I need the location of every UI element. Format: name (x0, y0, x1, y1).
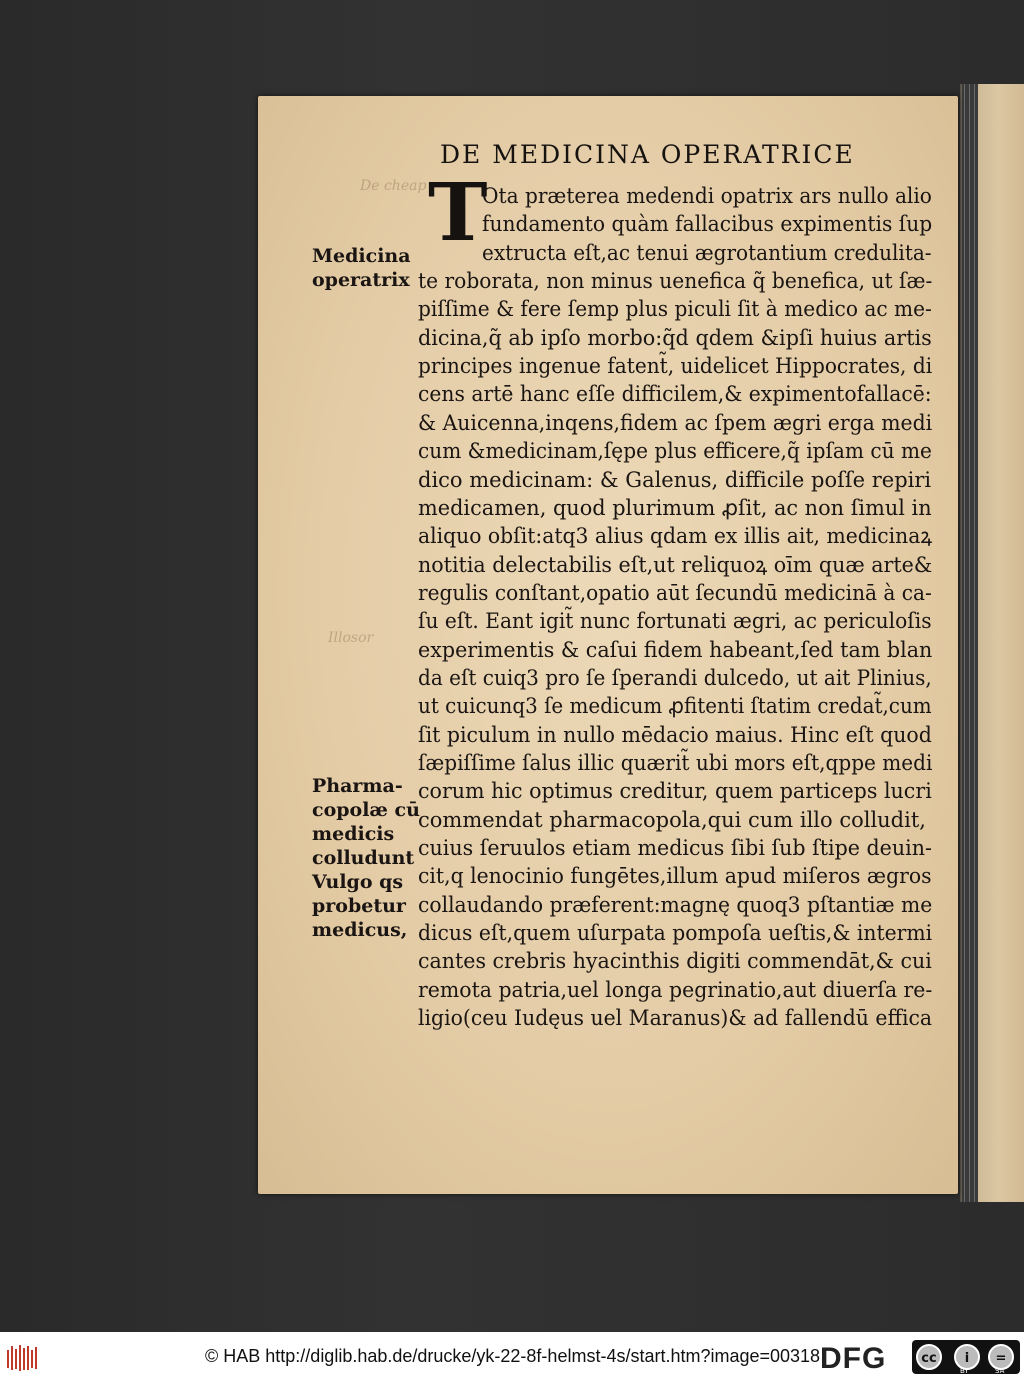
text-line: ſu eſt. Eant igit̃ nunc fortunati ægri, ac periculoſis (418, 609, 932, 634)
cc-license-badge[interactable] (912, 1340, 1020, 1374)
cc-icon: cc (916, 1344, 942, 1370)
text-line: commendat pharmacopola,qui cum illo colludit, (418, 807, 926, 832)
text-line: cuius ſeruulos etiam medicus ſibi ſub ſtipe deuin- (418, 836, 932, 861)
text-line: extructa eſt,ac tenui ægrotantium credulita- (482, 240, 932, 265)
margin-note-line: colludunt (312, 847, 415, 869)
text-line: da eſt cuiq3 pro ſe ſperandi dulcedo, ut ait Plinius, (418, 665, 932, 690)
text-line: remota patria,uel longa pegrinatio,aut diuerſa re- (418, 977, 933, 1002)
text-line: piſſime & fere ſemp plus piculi ſit à medico ac me- (418, 297, 932, 322)
running-header: DE MEDICINA OPERATRICE (440, 140, 855, 169)
text-line: cantes crebris hyacinthis digiti commendāt,& cui (418, 949, 932, 974)
text-line: fundamento quàm fallacibus expimentis ſup (482, 212, 933, 237)
margin-note-line: Vulgo qs (312, 871, 404, 893)
bleed-through-text: Illosor (328, 630, 374, 646)
book-spine (962, 84, 978, 1202)
text-line: cens artē hanc eſſe difficilem,& expimentofallacē: (418, 382, 932, 407)
margin-note-line: probetur (312, 895, 406, 917)
text-line: dico medicinam: & Galenus, difficile poſſe repiri (418, 467, 932, 492)
text-line: notitia delectabilis eſt,ut reliquoꝝ oīm quæ arte& (418, 552, 933, 577)
margin-note-line: Medicina (312, 245, 411, 267)
by-label: BY (960, 1367, 969, 1375)
bleed-through-text: De cheap (360, 178, 427, 194)
copyright-link[interactable]: © HAB http://diglib.hab.de/drucke/yk-22-8f-helmst-4s/start.htm?image=00318 (205, 1346, 821, 1366)
text-line: aliquo obſit:atq3 alius qdam ex illis ait, medicinaꝝ (418, 524, 933, 549)
text-line: experimentis & caſui fidem habeant,ſed tam blan (418, 637, 933, 662)
margin-note-line: copolæ cū (312, 799, 420, 821)
text-line: regulis conſtant,opatio aūt ſecundū medicinā à ca- (418, 580, 932, 605)
text-line: ut cuicunq3 ſe medicum ꝓfitenti ſtatim credat̃,cum (418, 694, 932, 719)
drop-initial: T (428, 165, 488, 259)
text-line: principes ingenue fatent̃, uidelicet Hippocrates, di (418, 354, 933, 379)
text-line: ligio(ceu Iudęus uel Maranus)& ad fallendū effica (418, 1006, 933, 1031)
margin-note-line: medicis (312, 823, 395, 845)
footer-bar (0, 1332, 1024, 1382)
hab-logo-icon (6, 1344, 40, 1372)
text-line: cit,q lenocinio fungētes,illum apud miſeros ægros (418, 864, 932, 889)
text-line: te roborata, non minus uenefica q̃ benefica, ut ſæ- (418, 269, 933, 294)
text-line: Ota prætereа medendi opatrix ars nullo alio (482, 184, 932, 208)
margin-note-line: operatrix (312, 269, 410, 291)
text-line: collaudando præferent:magnę quoq3 pſtantiæ me (418, 892, 933, 917)
text-line: dicina,q̃ ab ipſo morbo:q̃d qdem &ipſi huius artis (418, 325, 932, 350)
text-line: medicamen, quod plurimum ꝓſit, ac non ſimul in (418, 495, 932, 520)
text-line: dicus eſt,quem uſurpata pompoſa ueſtis,& intermi (418, 921, 933, 946)
text-line: corum hic optimus creditur, quem particeps lucri (418, 779, 932, 804)
text-line: ſæpiſſime ſalus illic quærit̃ ubi mors eſt,qppe medi (418, 751, 933, 775)
text-line: ſit piculum in nullo mēdacio maius. Hinc eſt quod (418, 722, 932, 747)
sa-label: SA (995, 1367, 1005, 1375)
share-alike-icon: = (988, 1344, 1014, 1370)
text-line: cum &medicinam,ſępe plus efficere,q̃ ipſam cū me (418, 439, 932, 464)
attribution-icon: i (954, 1344, 980, 1370)
dfg-logo: DFG (820, 1342, 887, 1375)
text-line: & Auicenna,inqens,fidem ac ſpem ægri erga medi (418, 410, 933, 435)
margin-note-line: medicus, (312, 919, 408, 941)
margin-note-line: Pharma- (312, 775, 403, 797)
